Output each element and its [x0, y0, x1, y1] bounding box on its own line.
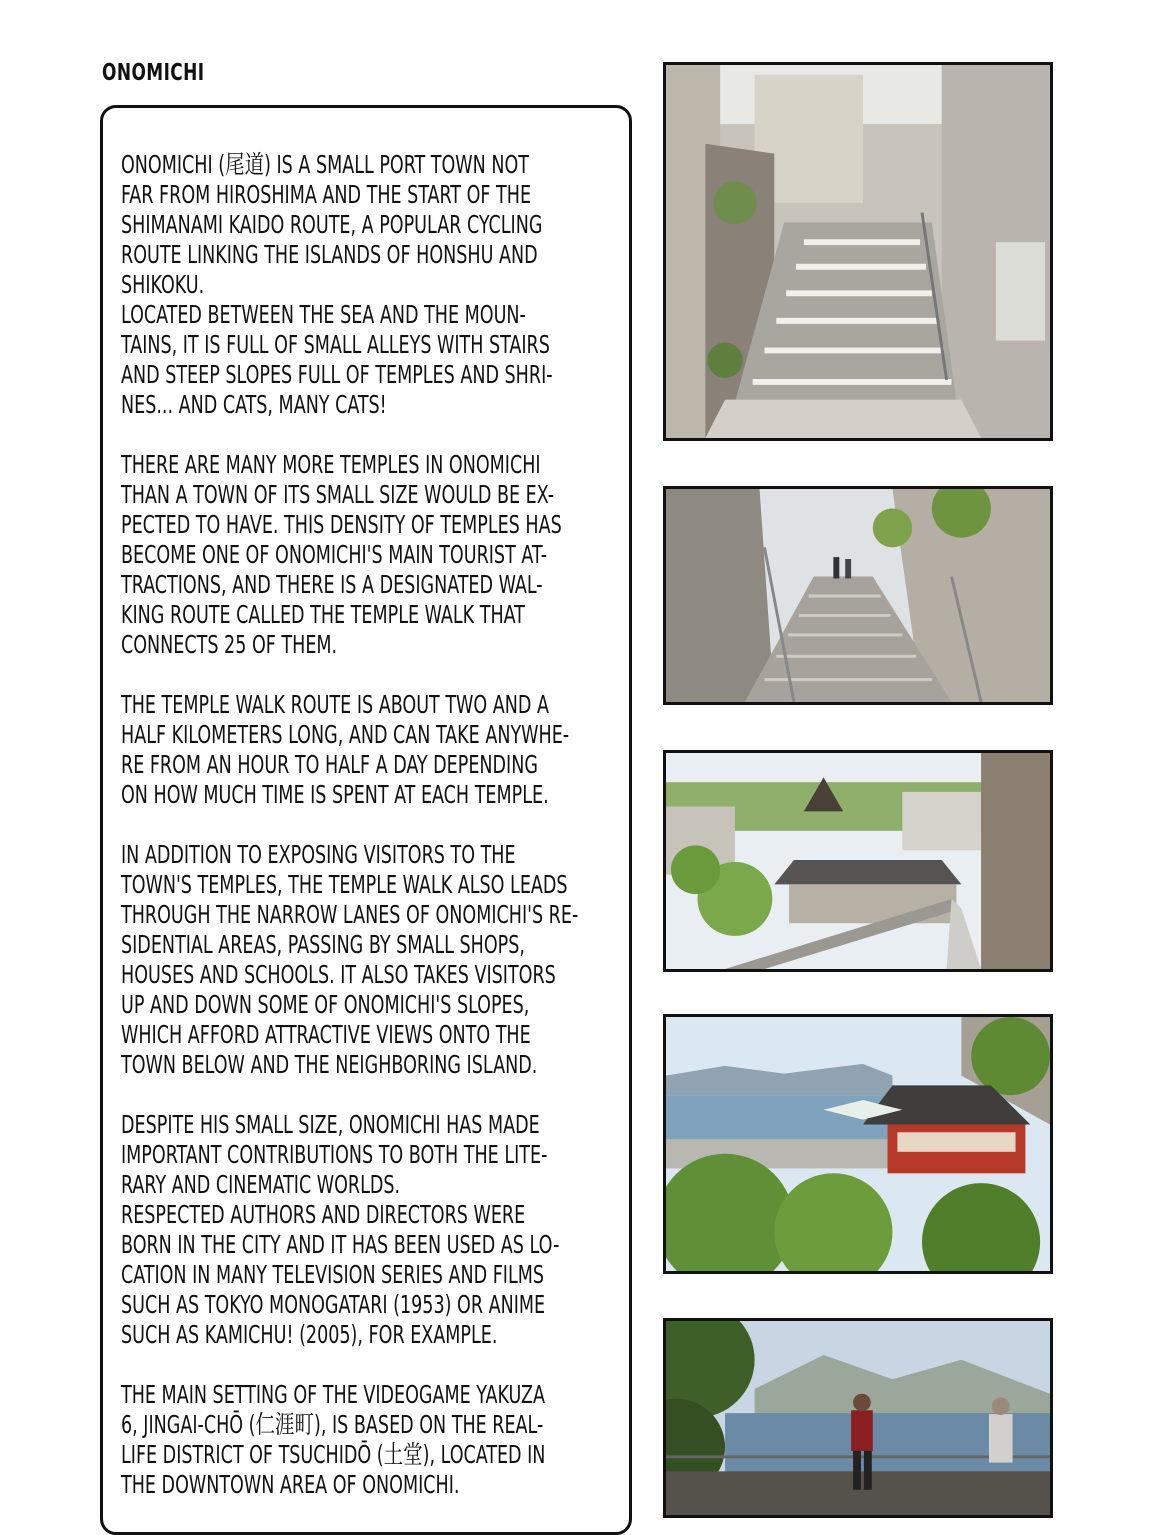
text-line: SUCH AS TOKYO MONOGATARI (1953) OR ANIME: [121, 1290, 546, 1319]
text-line: NES... AND CATS, MANY CATS!: [121, 390, 387, 419]
text-line: LOCATED BETWEEN THE SEA AND THE MOUN-: [121, 300, 526, 329]
text-line: FAR FROM HIROSHIMA AND THE START OF THE: [121, 180, 532, 209]
text-line: LIFE DISTRICT OF TSUCHIDŌ (土堂), LOCATED IN: [121, 1440, 546, 1469]
text-line: SIDENTIAL AREAS, PASSING BY SMALL SHOPS,: [121, 930, 525, 959]
text-line: CATION IN MANY TELEVISION SERIES AND FILMS: [121, 1260, 545, 1289]
text-line: THE DOWNTOWN AREA OF ONOMICHI.: [121, 1470, 460, 1499]
text-line: BECOME ONE OF ONOMICHI'S MAIN TOURIST AT-: [121, 540, 548, 569]
temple-rooftops-photo: [663, 750, 1053, 972]
text-line: UP AND DOWN SOME OF ONOMICHI'S SLOPES,: [121, 990, 530, 1019]
text-line: PECTED TO HAVE. THIS DENSITY OF TEMPLES HAS: [121, 510, 562, 539]
paragraph: [121, 690, 641, 810]
article-body: [121, 150, 641, 1530]
text-line: THERE ARE MANY MORE TEMPLES IN ONOMICHI: [121, 450, 541, 479]
paragraph: [121, 1110, 641, 1350]
text-line: HOUSES AND SCHOOLS. IT ALSO TAKES VISITORS: [121, 960, 556, 989]
text-line: THAN A TOWN OF ITS SMALL SIZE WOULD BE EX-: [121, 480, 555, 509]
stone-stairway-photo: [663, 486, 1053, 705]
text-line: TAINS, IT IS FULL OF SMALL ALLEYS WITH STAIRS: [121, 330, 550, 359]
game-screenshot-photo: [663, 1318, 1053, 1518]
text-line: ONOMICHI (尾道) IS A SMALL PORT TOWN NOT: [121, 150, 529, 179]
text-line: THE MAIN SETTING OF THE VIDEOGAME YAKUZA: [121, 1380, 546, 1409]
text-line: DESPITE HIS SMALL SIZE, ONOMICHI HAS MADE: [121, 1110, 540, 1139]
paragraph: [121, 840, 641, 1080]
text-line: TRACTIONS, AND THERE IS A DESIGNATED WAL-: [121, 570, 543, 599]
text-line: SHIMANAMI KAIDO ROUTE, A POPULAR CYCLING: [121, 210, 543, 239]
text-line: BORN IN THE CITY AND IT HAS BEEN USED AS LO-: [121, 1230, 560, 1259]
text-line: IN ADDITION TO EXPOSING VISITORS TO THE: [121, 840, 516, 869]
paragraph: [121, 1380, 641, 1500]
text-line: ROUTE LINKING THE ISLANDS OF HONSHU AND: [121, 240, 538, 269]
text-line: RESPECTED AUTHORS AND DIRECTORS WERE: [121, 1200, 526, 1229]
text-line: CONNECTS 25 OF THEM.: [121, 630, 338, 659]
text-line: AND STEEP SLOPES FULL OF TEMPLES AND SHRI-: [121, 360, 553, 389]
text-line: SUCH AS KAMICHU! (2005), FOR EXAMPLE.: [121, 1320, 498, 1349]
paragraph: [121, 150, 641, 420]
text-line: RE FROM AN HOUR TO HALF A DAY DEPENDING: [121, 750, 538, 779]
text-line: WHICH AFFORD ATTRACTIVE VIEWS ONTO THE: [121, 1020, 531, 1049]
text-line: TOWN'S TEMPLES, THE TEMPLE WALK ALSO LEADS: [121, 870, 568, 899]
text-line: THROUGH THE NARROW LANES OF ONOMICHI'S RE-: [121, 900, 579, 929]
text-line: THE TEMPLE WALK ROUTE IS ABOUT TWO AND A: [121, 690, 549, 719]
text-line: RARY AND CINEMATIC WORLDS.: [121, 1170, 401, 1199]
paragraph: [121, 450, 641, 660]
text-line: IMPORTANT CONTRIBUTIONS TO BOTH THE LITE-: [121, 1140, 548, 1169]
section-title: ONOMICHI: [102, 60, 205, 86]
text-line: SHIKOKU.: [121, 270, 205, 299]
text-line: HALF KILOMETERS LONG, AND CAN TAKE ANYWHE-: [121, 720, 570, 749]
text-line: 6, JINGAI-CHŌ (仁涯町), IS BASED ON THE REAL-: [121, 1410, 544, 1439]
hillside-temple-view-photo: [663, 1014, 1053, 1274]
text-line: KING ROUTE CALLED THE TEMPLE WALK THAT: [121, 600, 525, 629]
text-line: ON HOW MUCH TIME IS SPENT AT EACH TEMPLE.: [121, 780, 549, 809]
alley-stairs-photo: [663, 62, 1053, 441]
text-line: TOWN BELOW AND THE NEIGHBORING ISLAND.: [121, 1050, 538, 1079]
